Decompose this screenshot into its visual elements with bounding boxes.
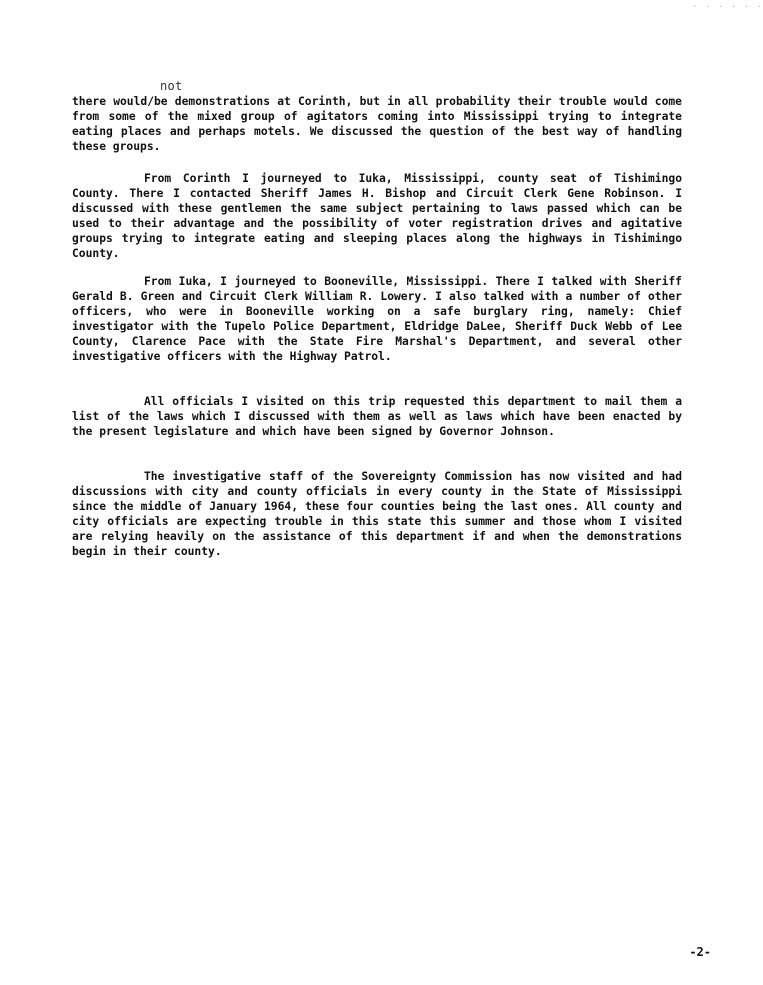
edge-mark: . . . . . . xyxy=(692,0,763,10)
handwritten-insertion: not xyxy=(160,79,183,93)
paragraph-1: there would/be demonstrations at Corinth, but in all probability their trouble would come from some of the mixed group of agitators coming into Mississippi trying to integrate eating places and perhaps motels. We discussed the question of the best way of handling these groups. xyxy=(72,95,682,153)
paragraph-5 xyxy=(72,469,682,559)
paragraph-3-text: From Iuka, I journeyed to Booneville, Mississippi. There I talked with Sheriff Gerald B. Green and Circuit Clerk William R. Lowery. I also talked with a number of other officers, who were in Booneville working on a safe burglary ring, namely: Chief investigator with the Tupelo Police Department, Eldridge DaLee, Sheriff Duck Webb of Lee County, Clarence Pace with the State Fire Marshal's Department, and several other investigative officers with the Highway Patrol. xyxy=(72,275,682,363)
paragraph-5-text: The investigative staff of the Sovereignty Commission has now visited and had discussions with city and county officials in every county in the State of Mississippi since the middle of January 1964, these four counties being the last ones. All county and city officials are expecting trouble in this state this summer and those whom I visited are relying heavily on the assistance of this department if and when the demonstrations begin in their county. xyxy=(72,470,682,558)
paragraph-4 xyxy=(72,394,682,439)
paragraph-2 xyxy=(72,171,682,261)
paragraph-2-text: From Corinth I journeyed to Iuka, Mississippi, county seat of Tishimingo County. There I contacted Sheriff James H. Bishop and Circuit Clerk Gene Robinson. I discussed with these gentlemen the same subject pertaining to laws passed which can be used to their advantage and the possibility of voter registration drives and agitative groups trying to integrate eating and sleeping places along the highways in Tishimingo County. xyxy=(72,172,682,260)
paragraph-3 xyxy=(72,274,682,364)
paragraph-4-text: All officials I visited on this trip requested this department to mail them a list of the laws which I discussed with them as well as laws which have been enacted by the present legislature and which have been signed by Governor Johnson. xyxy=(72,395,682,438)
page-number: -2- xyxy=(689,945,711,959)
